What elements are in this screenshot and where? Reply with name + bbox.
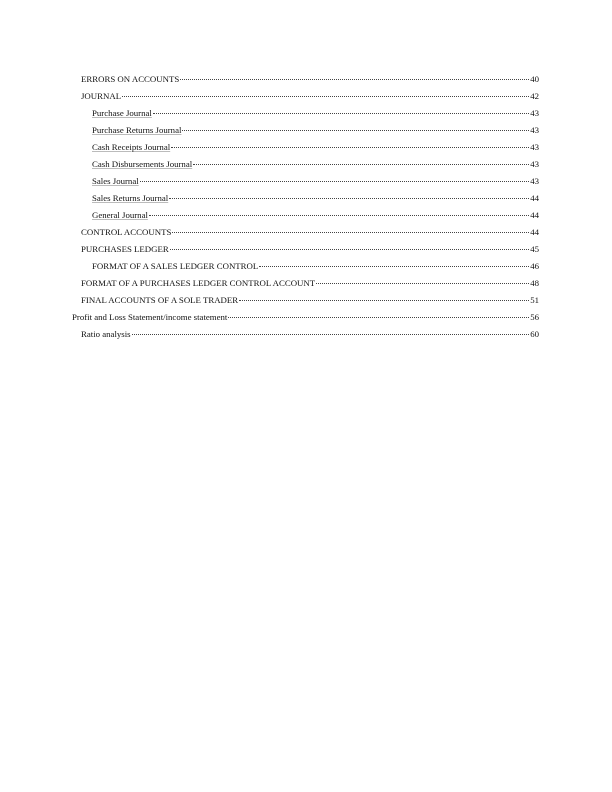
toc-entry-ratio-analysis[interactable] (81, 326, 539, 343)
toc-entry-page: 51 (530, 295, 539, 305)
toc-entry-title: Purchase Journal (92, 108, 152, 118)
toc-entry-page: 44 (530, 227, 539, 237)
dot-leader (180, 79, 529, 80)
dot-leader (149, 215, 529, 216)
dot-leader (132, 334, 530, 335)
toc-entry-format-purchases-ledger-control-account[interactable] (81, 275, 539, 292)
toc-entry-title: FORMAT OF A SALES LEDGER CONTROL (92, 261, 259, 271)
toc-entry-purchase-journal[interactable] (92, 105, 539, 122)
toc-entry-title: Cash Disbursements Journal (92, 159, 193, 169)
toc-entry-page: 44 (530, 193, 539, 203)
toc-entry-title: Sales Returns Journal (92, 193, 169, 203)
toc-entry-title: Profit and Loss Statement/income statement (72, 312, 228, 322)
toc-entry-title: Cash Receipts Journal (92, 142, 171, 152)
toc-entry-sales-journal[interactable] (92, 173, 539, 190)
toc-entry-sales-returns-journal[interactable] (92, 190, 539, 207)
toc-entry-title: CONTROL ACCOUNTS (81, 227, 172, 237)
dot-leader (122, 96, 529, 97)
toc-entry-title: Ratio analysis (81, 329, 131, 339)
toc-entry-title: ERRORS ON ACCOUNTS (81, 74, 180, 84)
toc-entry-page: 46 (530, 261, 539, 271)
toc-entry-page: 43 (530, 108, 539, 118)
toc-entry-title: JOURNAL (81, 91, 122, 101)
toc-entry-title: FINAL ACCOUNTS OF A SOLE TRADER (81, 295, 239, 305)
toc-entry-page: 43 (530, 125, 539, 135)
toc-entry-page: 56 (530, 312, 539, 322)
toc-entry-title: Sales Journal (92, 176, 139, 186)
toc-entry-page: 48 (530, 278, 539, 288)
dot-leader (228, 317, 529, 318)
toc-entry-page: 43 (530, 142, 539, 152)
toc-entry-title: Purchase Returns Journal (92, 125, 182, 135)
dot-leader (169, 198, 529, 199)
toc-entry-final-accounts-sole-trader[interactable] (81, 292, 539, 309)
toc-entry-title: PURCHASES LEDGER (81, 244, 169, 254)
dot-leader (182, 130, 529, 131)
toc-entry-page: 43 (530, 159, 539, 169)
toc-entry-profit-and-loss-statement[interactable] (72, 309, 539, 326)
toc-entry-cash-receipts-journal[interactable] (92, 139, 539, 156)
toc-entry-control-accounts[interactable] (81, 224, 539, 241)
dot-leader (171, 147, 529, 148)
dot-leader (140, 181, 530, 182)
table-of-contents (0, 71, 612, 343)
dot-leader (193, 164, 529, 165)
toc-entry-purchase-returns-journal[interactable] (92, 122, 539, 139)
dot-leader (239, 300, 529, 301)
toc-entry-page: 40 (530, 74, 539, 84)
toc-entry-page: 45 (530, 244, 539, 254)
dot-leader (172, 232, 529, 233)
toc-entry-title: General Journal (92, 210, 148, 220)
toc-entry-general-journal[interactable] (92, 207, 539, 224)
toc-entry-format-sales-ledger-control[interactable] (92, 258, 539, 275)
dot-leader (316, 283, 529, 284)
toc-entry-page: 43 (530, 176, 539, 186)
toc-entry-page: 60 (530, 329, 539, 339)
toc-entry-page: 42 (530, 91, 539, 101)
toc-entry-cash-disbursements-journal[interactable] (92, 156, 539, 173)
dot-leader (259, 266, 529, 267)
toc-entry-purchases-ledger[interactable] (81, 241, 539, 258)
toc-entry-title: FORMAT OF A PURCHASES LEDGER CONTROL ACCOUNT (81, 278, 316, 288)
toc-entry-page: 44 (530, 210, 539, 220)
toc-entry-journal[interactable] (81, 88, 539, 105)
dot-leader (153, 113, 529, 114)
toc-entry-errors-on-accounts[interactable] (81, 71, 539, 88)
dot-leader (170, 249, 529, 250)
